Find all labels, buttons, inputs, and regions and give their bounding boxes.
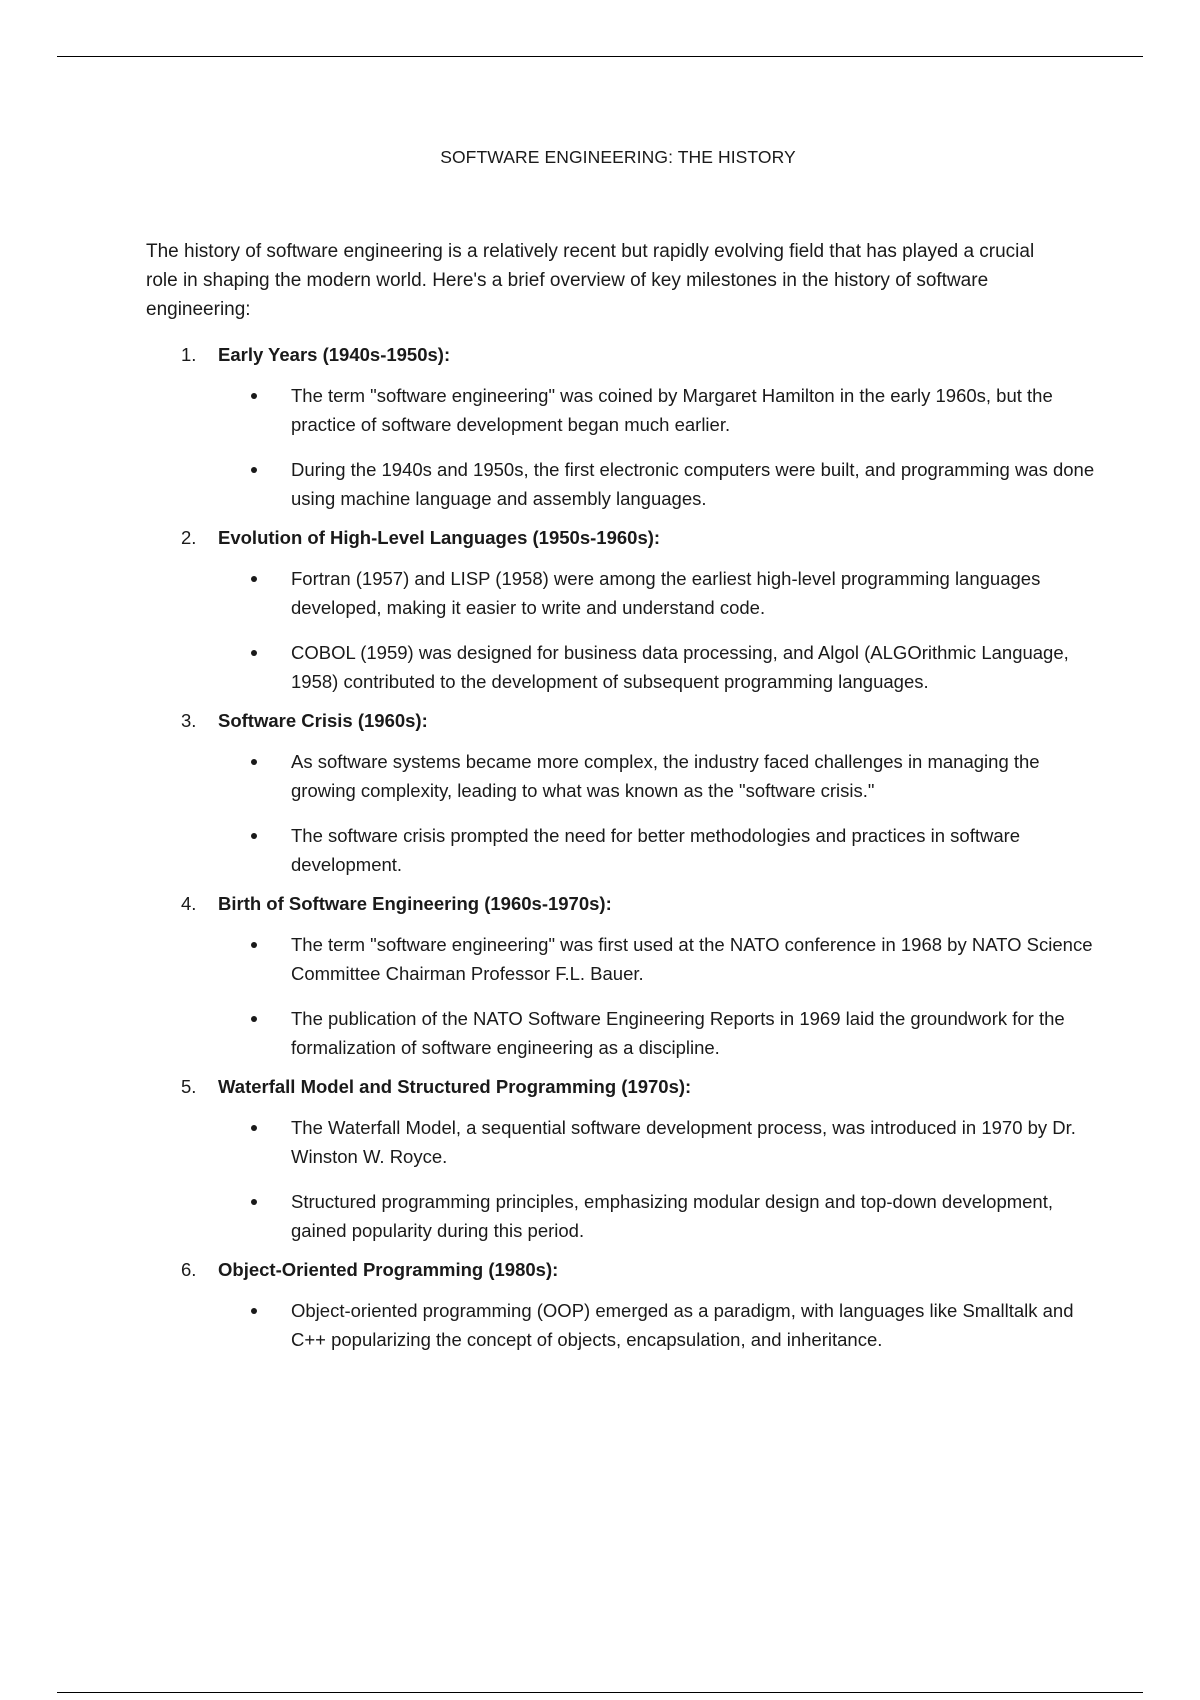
bullet-item [146, 930, 1096, 988]
bullet-icon [251, 393, 257, 399]
bullet-text: The term "software engineering" was coined by Margaret Hamilton in the early 1960s, but the practice of software development began much earlier. [291, 385, 1053, 435]
milestone-item [146, 1072, 1096, 1245]
bullet-text: During the 1940s and 1950s, the first electronic computers were built, and programming was done using machine language and assembly languages. [291, 459, 1095, 509]
bullet-text: Structured programming principles, emphasizing modular design and top-down development, gained popularity during this period. [291, 1191, 1053, 1241]
bullet-item [146, 638, 1096, 696]
milestone-number: 2. [181, 527, 197, 548]
bullet-text: The software crisis prompted the need for better methodologies and practices in software development. [291, 825, 1021, 875]
milestone-item [146, 340, 1096, 513]
bullet-list [146, 381, 1096, 513]
milestone-number: 4. [181, 893, 197, 914]
milestone-item [146, 1255, 1096, 1354]
bullet-icon [251, 650, 257, 656]
bullet-item [146, 564, 1096, 622]
bullet-list [146, 747, 1096, 879]
milestone-item [146, 889, 1096, 1062]
bullet-item [146, 381, 1096, 439]
milestone-heading: Birth of Software Engineering (1960s-1970s): [218, 893, 612, 914]
milestone-number: 1. [181, 344, 197, 365]
bullet-item [146, 1296, 1096, 1354]
bullet-item [146, 747, 1096, 805]
milestone-item [146, 706, 1096, 879]
bullet-icon [251, 1125, 257, 1131]
milestone-item [146, 523, 1096, 696]
milestone-number: 3. [181, 710, 197, 731]
bullet-text: Object-oriented programming (OOP) emerged as a paradigm, with languages like Smalltalk and C++ popularizing the concept of objects, encapsulation, and inheritance. [291, 1300, 1074, 1350]
bullet-list [146, 930, 1096, 1062]
bullet-icon [251, 576, 257, 582]
bottom-rule [57, 1692, 1143, 1693]
bullet-icon [251, 1199, 257, 1205]
bullet-text: The Waterfall Model, a sequential software development process, was introduced in 1970 by Dr. Winston W. Royce. [291, 1117, 1076, 1167]
intro-paragraph: The history of software engineering is a relatively recent but rapidly evolving field that has played a crucial role in shaping the modern world. Here's a brief overview of key milestones in the history of software engineering: [146, 241, 1035, 320]
top-rule [57, 56, 1143, 57]
page-title: SOFTWARE ENGINEERING: THE HISTORY [440, 147, 796, 167]
milestone-number: 5. [181, 1076, 197, 1097]
bullet-list [146, 1113, 1096, 1245]
milestone-list [146, 340, 1096, 1354]
bullet-icon [251, 1016, 257, 1022]
bullet-text: The publication of the NATO Software Engineering Reports in 1969 laid the groundwork for the formalization of software engineering as a discipline. [291, 1008, 1065, 1058]
bullet-list [146, 1296, 1096, 1354]
milestone-heading: Early Years (1940s-1950s): [218, 344, 451, 365]
milestone-heading: Waterfall Model and Structured Programming (1970s): [218, 1076, 692, 1097]
milestone-number: 6. [181, 1259, 197, 1280]
bullet-list [146, 564, 1096, 696]
milestone-heading: Software Crisis (1960s): [218, 710, 428, 731]
bullet-icon [251, 467, 257, 473]
milestone-heading: Object-Oriented Programming (1980s): [218, 1259, 559, 1280]
bullet-icon [251, 942, 257, 948]
bullet-icon [251, 833, 257, 839]
bullet-item [146, 821, 1096, 879]
bullet-item [146, 1004, 1096, 1062]
bullet-text: As software systems became more complex, the industry faced challenges in managing the growing complexity, leading to what was known as the "software crisis." [291, 751, 1040, 801]
bullet-item [146, 1187, 1096, 1245]
bullet-item [146, 1113, 1096, 1171]
bullet-icon [251, 759, 257, 765]
bullet-text: COBOL (1959) was designed for business data processing, and Algol (ALGOrithmic Language, 1958) contributed to the development of subsequent programming languages. [291, 642, 1069, 692]
bullet-text: Fortran (1957) and LISP (1958) were among the earliest high-level programming languages developed, making it easier to write and understand code. [291, 568, 1041, 618]
bullet-icon [251, 1308, 257, 1314]
milestone-heading: Evolution of High-Level Languages (1950s-1960s): [218, 527, 661, 548]
bullet-text: The term "software engineering" was first used at the NATO conference in 1968 by NATO Science Committee Chairman Professor F.L. Bauer. [291, 934, 1093, 984]
bullet-item [146, 455, 1096, 513]
